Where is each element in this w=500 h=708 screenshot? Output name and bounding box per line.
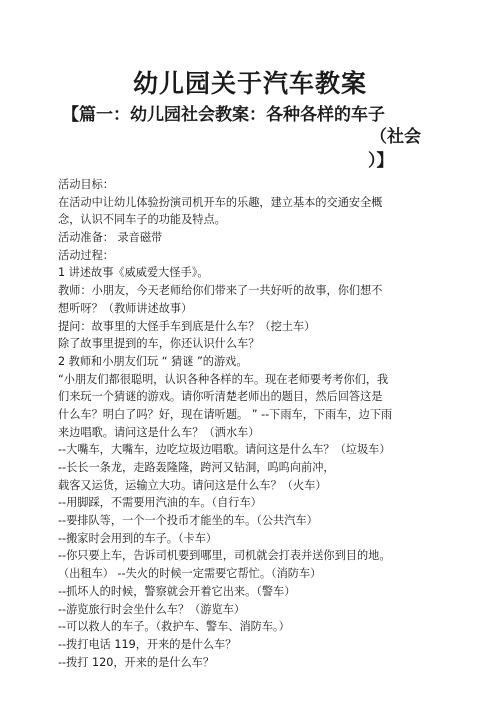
body-line: --可以救人的车子。（救护车、警车、消防车。） [58,620,290,634]
body-line: 1 讲述故事《威威爱大怪手》。 [58,266,209,280]
document-title: 幼儿园关于汽车教案 [132,69,367,98]
body-line: 载客又运货，运输立大功。请问这是什么车？（火车） [58,478,327,492]
body-line: --长长一条龙，走路轰隆隆，跨河又钻洞，呜呜向前冲， [58,461,335,474]
body-line: --用脚踩，不需要用汽油的车。（自行车） [58,496,262,510]
body-line: --游览旅行时会坐什么车？（游览车） [58,602,246,616]
body-line: 在活动中让幼儿体验扮演司机开车的乐趣，建立基本的交通安全概 [58,195,383,209]
body-line: 教师：小朋友，今天老师给你们带来了一共好听的故事，你们想不 [58,284,383,298]
body-line: --要排队等，一个一个投币才能坐的车。（公共汽车） [58,514,318,528]
body-line: 什么车？明白了吗？好，现在请听题。 ” --下雨车，下雨车，边下雨 [58,407,393,421]
body-line: “小朋友们都很聪明，认识各种各样的车。现在老师要考考你们，我 [58,372,389,386]
body-line: --拨打电话 119，开来的是什么车？ [58,637,237,651]
body-line: 活动目标： [58,178,114,191]
subtitle-line-2: （社会 [370,127,421,147]
body-line: --大嘴车，大嘴车，边吃垃圾边唱歌。请问这是什么车？（垃圾车） [58,443,391,457]
body-line: 活动过程： [58,248,114,262]
body-line: 想听呀？（教师讲述故事） [58,301,193,315]
body-line: （出租车） --失火的时候一定需要它帮忙。（消防车） [58,567,322,581]
document-body [58,176,468,671]
subtitle-line-3: ）】 [368,151,394,171]
body-line: 除了故事里提到的车，你还认识什么车？ [58,337,260,351]
body-line: --抓坏人的时候，警察就会开着它出来。（警车） [58,584,296,598]
body-line: 活动准备： 录音磁带 [58,231,163,245]
body-line: 念，认识不同车子的功能及特点。 [58,213,226,227]
body-line: 提问：故事里的大怪手车到底是什么车？（挖土车） [58,319,316,333]
body-line: --拨打 120，开来的是什么车？ [58,655,215,669]
body-line: --你只要上车，告诉司机要到哪里，司机就会打表并送你到目的地。 [58,549,391,563]
body-line: 2 教师和小朋友们玩 “ 猜谜 ”的游戏。 [58,354,248,368]
body-line: --搬家时会用到的车子。（卡车） [58,531,218,545]
body-line: 来边唱歌。请问这是什么车？（洒水车） [58,425,260,439]
body-line: 们来玩一个猜谜的游戏。请你听清楚老师出的题目，然后回答这是 [58,390,383,404]
subtitle-line-1: 【篇一：幼儿园社会教案：各种各样的车子 [62,105,385,125]
